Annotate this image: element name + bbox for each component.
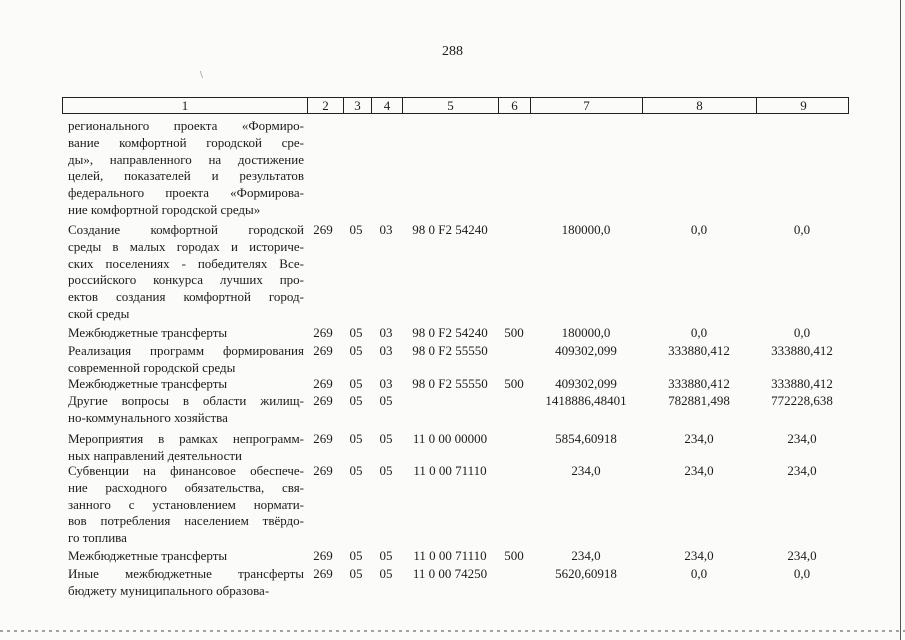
section-code: 05	[349, 393, 363, 408]
header-col-5: 5	[402, 98, 498, 113]
row-description-line: Создание комфортной городской	[68, 222, 304, 237]
row-description-line: Реализация программ формирования	[68, 343, 304, 358]
amount-col-7: 5854,60918	[555, 431, 617, 446]
row-description-line: федерального проекта «Формирова-	[68, 185, 304, 201]
chapter-code: 269	[313, 343, 333, 358]
amount-col-9: 234,0	[787, 431, 817, 446]
chapter-code: 269	[313, 325, 333, 340]
target-article-code: 98 0 F2 54240	[412, 222, 488, 237]
row-description	[68, 118, 304, 219]
row-description	[68, 393, 304, 427]
amount-col-7: 180000,0	[561, 222, 611, 237]
section-code: 05	[349, 431, 363, 446]
amount-col-9: 0,0	[793, 566, 811, 581]
header-col-9: 9	[756, 98, 850, 113]
amount-col-8: 0,0	[690, 222, 708, 237]
row-description-line: вов потребления населением твёрдо-	[68, 513, 304, 529]
amount-col-7: 234,0	[571, 548, 601, 563]
header-col-2: 2	[307, 98, 343, 113]
amount-col-9: 0,0	[793, 325, 811, 340]
header-col-4: 4	[371, 98, 402, 113]
subsection-code: 05	[379, 463, 393, 478]
row-description	[68, 566, 304, 600]
amount-col-7: 180000,0	[561, 325, 611, 340]
subsection-code: 03	[379, 325, 393, 340]
amount-col-7: 1418886,48401	[545, 393, 627, 408]
row-description-line: Субвенции на финансовое обеспече-	[68, 463, 304, 478]
chapter-code: 269	[313, 376, 333, 391]
header-col-6: 6	[498, 98, 530, 113]
row-description-line: российского конкурса лучших про-	[68, 272, 304, 288]
row-description-line: Иные межбюджетные трансферты	[68, 566, 304, 581]
row-description-line: Другие вопросы в области жилищ-	[68, 393, 304, 408]
row-description-line: целей, показателей и результатов	[68, 168, 304, 184]
amount-col-8: 234,0	[684, 463, 714, 478]
row-description-line: ских поселениях - победителях Все-	[68, 255, 304, 271]
row-description-line: ды», направленного на достижение	[68, 151, 304, 167]
subsection-code: 05	[379, 566, 393, 581]
target-article-code: 98 0 F2 55550	[412, 343, 488, 358]
amount-col-9: 234,0	[787, 463, 817, 478]
chapter-code: 269	[313, 222, 333, 237]
section-code: 05	[349, 222, 363, 237]
amount-col-9: 333880,412	[771, 343, 833, 358]
amount-col-8: 234,0	[684, 548, 714, 563]
target-article-code: 98 0 F2 54240	[412, 325, 488, 340]
expense-type-code: 500	[504, 376, 524, 391]
amount-col-7: 5620,60918	[555, 566, 617, 581]
page-number: 288	[442, 44, 463, 59]
header-col-7: 7	[530, 98, 642, 113]
chapter-code: 269	[313, 393, 333, 408]
page-frame-bottom-edge	[0, 630, 905, 632]
section-code: 05	[349, 463, 363, 478]
row-description	[68, 222, 304, 323]
row-description	[68, 376, 304, 393]
row-description-line: ние расходного обязательства, свя-	[68, 479, 304, 495]
expense-type-code: 500	[504, 325, 524, 340]
row-description	[68, 463, 304, 547]
subsection-code: 03	[379, 376, 393, 391]
chapter-code: 269	[313, 566, 333, 581]
row-description-line: ние комфортной городской среды»	[68, 201, 261, 217]
chapter-code: 269	[313, 431, 333, 446]
page-frame-right-edge	[900, 0, 901, 640]
amount-col-8: 0,0	[690, 325, 708, 340]
amount-col-8: 333880,412	[668, 343, 730, 358]
target-article-code: 11 0 00 71110	[413, 463, 487, 478]
row-description	[68, 431, 304, 465]
subsection-code: 05	[379, 393, 393, 408]
row-description-line: современной городской среды	[68, 359, 236, 375]
section-code: 05	[349, 325, 363, 340]
header-col-1: 1	[181, 98, 189, 113]
table-header-row	[62, 97, 849, 114]
row-description-line: Межбюджетные трансферты	[68, 548, 228, 563]
subsection-code: 05	[379, 431, 393, 446]
row-description-line: ектов создания комфортной город-	[68, 289, 304, 305]
amount-col-9: 234,0	[787, 548, 817, 563]
amount-col-9: 772228,638	[771, 393, 833, 408]
amount-col-8: 333880,412	[668, 376, 730, 391]
subsection-code: 03	[379, 343, 393, 358]
row-description-line: занного с установлением нормати-	[68, 496, 304, 512]
section-code: 05	[349, 343, 363, 358]
target-article-code: 11 0 00 00000	[412, 431, 488, 446]
header-col-8: 8	[642, 98, 756, 113]
amount-col-8: 234,0	[684, 431, 714, 446]
amount-col-8: 0,0	[690, 566, 708, 581]
amount-col-7: 234,0	[571, 463, 601, 478]
row-description	[68, 548, 304, 565]
chapter-code: 269	[313, 463, 333, 478]
row-description-line: бюджету муниципального образова-	[68, 582, 270, 598]
row-description-line: Межбюджетные трансферты	[68, 376, 228, 391]
row-description-line: го топлива	[68, 530, 127, 546]
section-code: 05	[349, 548, 363, 563]
scan-mark: \	[200, 70, 203, 81]
amount-col-7: 409302,099	[555, 343, 617, 358]
row-description-line: регионального проекта «Формиро-	[68, 118, 304, 133]
target-article-code: 11 0 00 74250	[412, 566, 488, 581]
target-article-code: 98 0 F2 55550	[412, 376, 488, 391]
target-article-code: 11 0 00 71110	[413, 548, 487, 563]
subsection-code: 05	[379, 548, 393, 563]
section-code: 05	[349, 566, 363, 581]
subsection-code: 03	[379, 222, 393, 237]
section-code: 05	[349, 376, 363, 391]
row-description-line: вание комфортной городской сре-	[68, 134, 304, 150]
amount-col-8: 782881,498	[668, 393, 730, 408]
row-description-line: среды в малых городах и историче-	[68, 238, 304, 254]
chapter-code: 269	[313, 548, 333, 563]
header-col-3: 3	[343, 98, 371, 113]
row-description-line: ных направлений деятельности	[68, 447, 242, 463]
amount-col-7: 409302,099	[555, 376, 617, 391]
amount-col-9: 0,0	[793, 222, 811, 237]
row-description	[68, 343, 304, 377]
row-description-line: ской среды	[68, 305, 130, 321]
expense-type-code: 500	[504, 548, 524, 563]
row-description-line: но-коммунального хозяйства	[68, 409, 228, 425]
row-description-line: Мероприятия в рамках непрограмм-	[68, 431, 304, 446]
row-description	[68, 325, 304, 342]
amount-col-9: 333880,412	[771, 376, 833, 391]
row-description-line: Межбюджетные трансферты	[68, 325, 228, 340]
